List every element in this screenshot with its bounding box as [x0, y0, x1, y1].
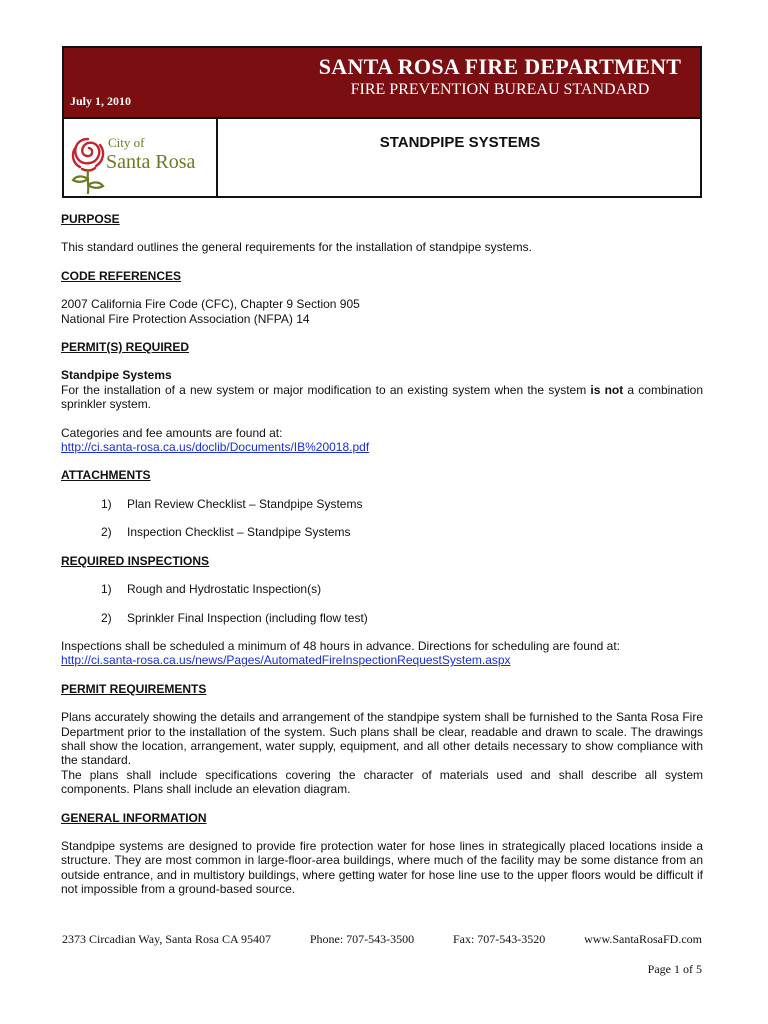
list-number: 1): [101, 582, 112, 597]
general-info-text: Standpipe systems are designed to provide fire protection water for hose lines in strategically placed locations inside a structure. They are most common in large-floor-area buildings, where much of the facility may be some distance from an outside entrance, and in multistory buildings, where getting water for hose line use to the upper floors would be difficult if not impossible from a ground-based source.: [61, 838, 703, 897]
list-text: Plan Review Checklist – Standpipe Systems: [127, 496, 363, 511]
rose-logo-icon: [68, 133, 108, 195]
purpose-text: This standard outlines the general requirements for the installation of standpipe systems.: [61, 240, 532, 255]
footer-fax: Fax: 707-543-3520: [452, 932, 546, 946]
list-item: [61, 611, 703, 625]
page-footer: [62, 932, 702, 947]
document-header: [62, 46, 702, 198]
fee-text: Categories and fee amounts are found at:: [61, 425, 283, 440]
city-logo: [64, 119, 218, 196]
permits-text-emphasis: is not: [590, 382, 624, 397]
list-text: Sprinkler Final Inspection (including flow test): [127, 610, 368, 625]
permits-text-after: a combination sprinkler system.: [61, 382, 704, 412]
logo-city-of: City of: [108, 135, 145, 150]
permits-heading: PERMIT(S) REQUIRED: [61, 340, 190, 355]
footer-phone: Phone: 707-543-3500: [309, 932, 415, 946]
inspections-heading: REQUIRED INSPECTIONS: [61, 553, 210, 568]
document-title: STANDPIPE SYSTEMS: [379, 134, 541, 151]
list-text: Inspection Checklist – Standpipe Systems: [127, 525, 351, 540]
code-reference-line: National Fire Protection Association (NFPA) 14: [61, 311, 310, 326]
list-number: 2): [101, 610, 112, 625]
schedule-link[interactable]: http://ci.santa-rosa.ca.us/news/Pages/AutomatedFireInspectionRequestSystem.aspx: [61, 653, 511, 668]
permit-requirements-para: Plans accurately showing the details and arrangement of the standpipe system shall be furnished to the Santa Rosa Fire Department prior to the installation of the system. Such plans shall be clear, readable and drawn to scale. The drawings shall show the location, arrangement, water supply, equipment, and all other details necessary to show compliance with the standard.: [61, 710, 703, 768]
list-item: [61, 525, 703, 539]
code-reference-line: 2007 California Fire Code (CFC), Chapter 9 Section 905: [61, 297, 360, 312]
header-banner: [64, 48, 700, 119]
permits-text-before: For the installation of a new system or major modification to an existing system when the system: [61, 382, 591, 397]
org-subtitle: FIRE PREVENTION BUREAU STANDARD: [350, 81, 650, 98]
logo-city-name: Santa Rosa: [106, 151, 196, 173]
general-info-heading: GENERAL INFORMATION: [61, 810, 207, 825]
org-title: SANTA ROSA FIRE DEPARTMENT: [318, 54, 682, 79]
code-references-heading: CODE REFERENCES: [61, 268, 182, 283]
list-item: [61, 582, 703, 596]
list-number: 2): [101, 525, 112, 540]
document-body: [61, 212, 703, 897]
list-number: 1): [101, 496, 112, 511]
list-text: Rough and Hydrostatic Inspection(s): [127, 582, 322, 597]
schedule-text: Inspections shall be scheduled a minimum of 48 hours in advance. Directions for scheduling are found at:: [61, 638, 620, 653]
permit-requirements-heading: PERMIT REQUIREMENTS: [61, 681, 207, 696]
footer-address: 2373 Circadian Way, Santa Rosa CA 95407: [62, 932, 272, 946]
page-number: Page 1 of 5: [647, 962, 702, 976]
permit-requirements-para: The plans shall include specifications covering the character of materials used and shall describe all system components. Plans shall include an elevation diagram.: [61, 767, 703, 797]
fee-link[interactable]: http://ci.santa-rosa.ca.us/doclib/Documents/IB%20018.pdf: [61, 440, 370, 455]
document-date: July 1, 2010: [70, 94, 132, 108]
list-item: [61, 497, 703, 511]
permits-text: [61, 383, 703, 412]
footer-website: www.SantaRosaFD.com: [584, 932, 702, 946]
attachments-heading: ATTACHMENTS: [61, 468, 151, 483]
purpose-heading: PURPOSE: [61, 212, 120, 226]
permits-subheading: Standpipe Systems: [61, 368, 172, 383]
